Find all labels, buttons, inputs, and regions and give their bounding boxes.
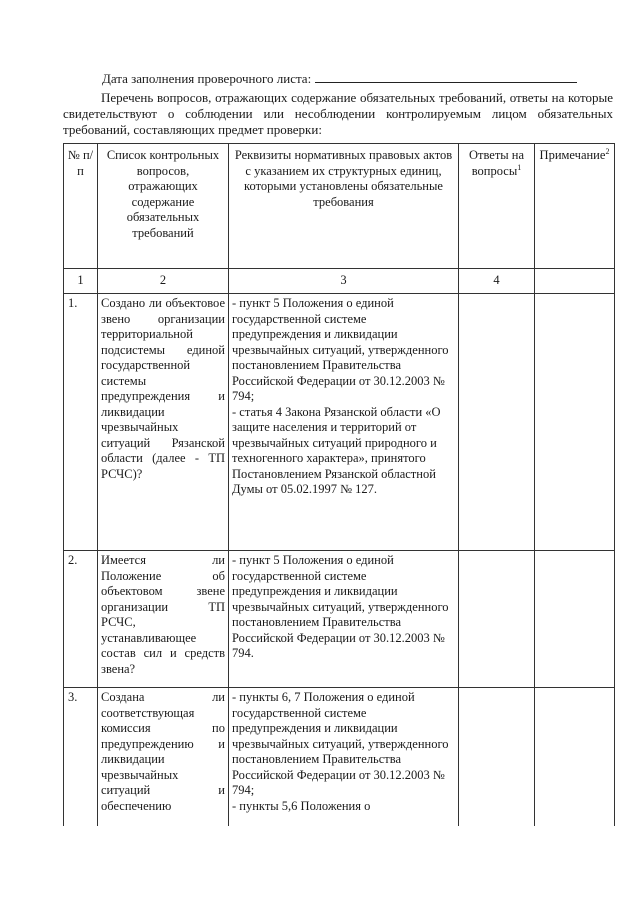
intro-paragraph: Перечень вопросов, отражающих содержание обязательных требований, ответы на которые свидетельствуют о соблюдении или несоблюдении контролируемым лицом обязательных требований, составляющих предмет проверки:: [63, 90, 613, 137]
row-number: 3.: [64, 688, 98, 827]
row-note-cell[interactable]: [535, 294, 615, 551]
column-number: 1: [64, 269, 98, 294]
column-number-row: [64, 269, 615, 294]
row-number: 1.: [64, 294, 98, 551]
row-answer-cell[interactable]: [459, 551, 535, 688]
row-note-cell[interactable]: [535, 551, 615, 688]
row-question: Создана ли соответствующая комиссия по предупреждению и ликвидации чрезвычайных ситуаций и обеспечению: [98, 688, 229, 827]
header-answers-label: Ответы на вопросы: [468, 148, 525, 178]
table-row: [64, 688, 615, 827]
header-number: № п/п: [64, 144, 98, 269]
header-notes: [535, 144, 615, 269]
row-requisites: - пункт 5 Положения о единой государственной системе предупреждения и ликвидации чрезвычайных ситуаций, утвержденного постановлением Правительства Российской Федерации от 30.12.2003 № 794; - статья 4 Закона Рязанской области «О защите населения и территорий от чрезвычайных ситуаций природного и техногенного характера», принятого Постановлением Рязанской областной Думы от 05.02.1997 № 127.: [229, 294, 459, 551]
header-answers: [459, 144, 535, 269]
row-note-cell[interactable]: [535, 688, 615, 827]
row-answer-cell[interactable]: [459, 294, 535, 551]
row-requisites: - пункт 5 Положения о единой государственной системе предупреждения и ликвидации чрезвычайных ситуаций, утвержденного постановлением Правительства Российской Федерации от 30.12.2003 № 794.: [229, 551, 459, 688]
fill-date-label: Дата заполнения проверочного листа:: [102, 71, 312, 86]
table-row: [64, 551, 615, 688]
header-requisites: Реквизиты нормативных правовых актов с указанием их структурных единиц, которыми установлены обязательные требования: [229, 144, 459, 269]
fill-date-blank[interactable]: [315, 70, 577, 83]
footnote-2-mark: 2: [605, 146, 610, 156]
header-questions: Список контрольных вопросов, отражающих содержание обязательных требований: [98, 144, 229, 269]
column-number: 2: [98, 269, 229, 294]
row-answer-cell[interactable]: [459, 688, 535, 827]
row-requisites: - пункты 6, 7 Положения о единой государственной системе предупреждения и ликвидации чрезвычайных ситуаций, утвержденного постановлением Правительства Российской Федерации от 30.12.2003 № 794; - пункты 5,6 Положения о: [229, 688, 459, 827]
fill-date-line: [102, 70, 577, 87]
table-row: [64, 294, 615, 551]
table-header-row: [64, 144, 615, 269]
column-number: 4: [459, 269, 535, 294]
column-number: [535, 269, 615, 294]
column-number: 3: [229, 269, 459, 294]
row-question: Имеется ли Положение об объектовом звене организации ТП РСЧС, устанавливающее состав сил и средств звена?: [98, 551, 229, 688]
row-number: 2.: [64, 551, 98, 688]
checklist-table: [63, 143, 615, 826]
header-notes-label: Примечание: [539, 148, 606, 162]
footnote-1-mark: 1: [517, 162, 522, 172]
row-question: Создано ли объектовое звено организации территориальной подсистемы единой государственной системы предупреждения и ликвидации чрезвычайных ситуаций Рязанской области (далее - ТП РСЧС)?: [98, 294, 229, 551]
